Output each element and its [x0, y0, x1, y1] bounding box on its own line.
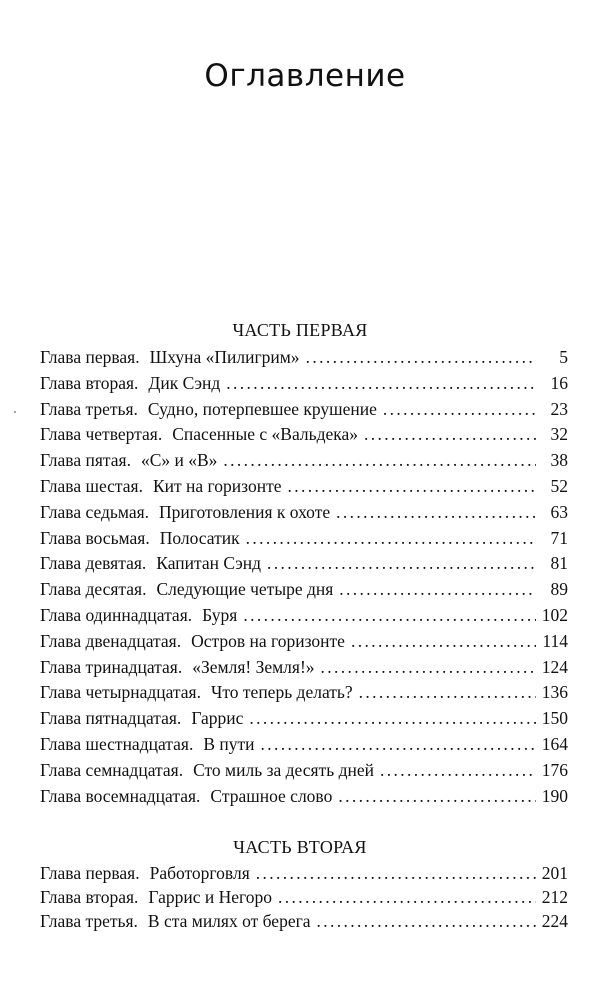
page-number: 23	[550, 398, 568, 419]
toc-entry-text	[40, 657, 315, 678]
chapter-title: Спасенные с «Вальдека»	[172, 424, 359, 445]
dot-leader	[351, 631, 536, 652]
toc-entry	[40, 887, 568, 911]
toc-entry-text	[40, 760, 374, 781]
page-number: 71	[550, 527, 568, 548]
chapter-number: Глава вторая.	[40, 372, 139, 393]
page-number: 114	[542, 630, 568, 651]
page-number: 89	[550, 579, 568, 600]
chapter-title: Гаррис и Негоро	[148, 887, 273, 907]
dot-leader	[383, 399, 536, 420]
toc-entry	[40, 476, 568, 502]
toc-entry-text	[40, 347, 300, 368]
chapter-number: Глава восьмая.	[40, 527, 150, 548]
chapter-number: Глава тринадцатая.	[40, 656, 183, 677]
page-number: 38	[550, 450, 568, 471]
toc-entry	[40, 760, 568, 786]
toc-entry-text	[40, 863, 250, 884]
chapter-title: «С» и «В»	[140, 450, 218, 471]
page-number: 136	[541, 682, 568, 703]
toc-entry	[40, 528, 568, 554]
chapter-title: Буря	[202, 604, 238, 625]
page-number: 52	[550, 475, 568, 496]
dot-leader	[338, 786, 535, 807]
page-number: 32	[550, 424, 568, 445]
chapter-number: Глава вторая.	[40, 887, 139, 907]
part-one-toc	[40, 347, 568, 811]
chapter-number: Глава третья.	[40, 911, 138, 931]
page-number: 190	[541, 785, 568, 806]
chapter-number: Глава пятнадцатая.	[40, 708, 182, 729]
page-number: 150	[541, 708, 568, 729]
toc-entry	[40, 450, 568, 476]
chapter-number: Глава первая.	[40, 863, 140, 883]
chapter-title: Капитан Сэнд	[156, 553, 262, 574]
chapter-number: Глава первая.	[40, 347, 140, 367]
page-number: 176	[541, 759, 568, 780]
chapter-title: В пути	[203, 733, 255, 754]
toc-entry	[40, 631, 568, 657]
dot-leader	[246, 528, 536, 549]
page-number: 63	[550, 501, 568, 522]
page-number: 16	[550, 372, 568, 393]
toc-entry-text	[40, 682, 353, 703]
toc-entry	[40, 682, 568, 708]
chapter-number: Глава десятая.	[40, 579, 147, 600]
chapter-number: Глава шестая.	[40, 475, 143, 496]
chapter-title: Полосатик	[159, 527, 240, 548]
page-number: 102	[541, 604, 568, 625]
chapter-title: Остров на горизонте	[191, 630, 345, 651]
dot-leader	[267, 553, 536, 574]
toc-entry	[40, 863, 568, 887]
toc-entry	[40, 734, 568, 760]
dot-leader	[317, 911, 536, 932]
toc-entry	[40, 657, 568, 683]
dot-leader	[278, 887, 536, 908]
toc-entry	[40, 373, 568, 399]
toc-entry-text	[40, 887, 272, 908]
dot-leader	[223, 450, 536, 471]
toc-entry-text	[40, 734, 255, 755]
toc-entry-text	[40, 708, 243, 729]
toc-entry-text	[40, 528, 240, 549]
toc-entry-text	[40, 786, 332, 807]
toc-entry	[40, 553, 568, 579]
part-two-heading: ЧАСТЬ ВТОРАЯ	[233, 837, 367, 857]
page-number: 81	[550, 553, 568, 574]
toc-entry-text	[40, 579, 333, 600]
toc-entry-text	[40, 502, 330, 523]
page-number: 124	[541, 656, 568, 677]
toc-entry	[40, 347, 568, 373]
chapter-title: Работорговля	[149, 863, 250, 883]
part-two-toc	[40, 863, 568, 935]
toc-entry-text	[40, 911, 311, 932]
chapter-number: Глава девятая.	[40, 553, 147, 574]
dot-leader	[336, 502, 536, 523]
chapter-number: Глава четырнадцатая.	[40, 682, 201, 703]
toc-entry	[40, 786, 568, 812]
page-number: 212	[541, 887, 568, 907]
chapter-number: Глава шестнадцатая.	[40, 733, 194, 754]
chapter-title: Что теперь делать?	[210, 682, 353, 703]
dot-leader	[339, 579, 536, 600]
toc-entry-text	[40, 450, 217, 471]
dot-leader	[380, 760, 536, 781]
toc-entry	[40, 502, 568, 528]
toc-entry-text	[40, 605, 237, 626]
chapter-title: Приготовления к охоте	[159, 501, 331, 522]
chapter-number: Глава семнадцатая.	[40, 759, 184, 780]
print-speck	[14, 411, 16, 413]
dot-leader	[359, 682, 536, 703]
chapter-title: Сто миль за десять дней	[193, 759, 374, 780]
chapter-number: Глава восемнадцатая.	[40, 785, 201, 806]
dot-leader	[249, 708, 535, 729]
chapter-title: Гаррис	[191, 708, 244, 729]
chapter-number: Глава двенадцатая.	[40, 630, 182, 651]
chapter-title: Страшное слово	[210, 785, 333, 806]
part-one-heading: ЧАСТЬ ПЕРВАЯ	[232, 320, 368, 340]
toc-entry-text	[40, 424, 358, 445]
chapter-title: Шхуна «Пилигрим»	[149, 347, 300, 367]
chapter-number: Глава седьмая.	[40, 501, 150, 522]
page-number: 164	[541, 733, 568, 754]
toc-entry	[40, 399, 568, 425]
toc-entry-text	[40, 399, 377, 420]
chapter-title: Дик Сэнд	[148, 372, 221, 393]
dot-leader	[261, 734, 536, 755]
dot-leader	[226, 373, 536, 394]
chapter-title: «Земля! Земля!»	[192, 656, 315, 677]
toc-entry	[40, 424, 568, 450]
chapter-number: Глава пятая.	[40, 450, 131, 471]
chapter-number: Глава четвертая.	[40, 424, 163, 445]
dot-leader	[321, 657, 536, 678]
page-number: 5	[559, 347, 568, 367]
toc-entry	[40, 579, 568, 605]
toc-entry-text	[40, 476, 282, 497]
dot-leader	[243, 605, 535, 626]
chapter-number: Глава третья.	[40, 398, 138, 419]
page-number: 224	[541, 911, 568, 931]
chapter-title: Судно, потерпевшее крушение	[147, 398, 377, 419]
page-number: 201	[541, 863, 568, 883]
chapter-number: Глава одиннадцатая.	[40, 604, 193, 625]
dot-leader	[306, 347, 536, 368]
dot-leader	[256, 863, 536, 884]
chapter-title: Следующие четыре дня	[156, 579, 334, 600]
dot-leader	[364, 424, 536, 445]
toc-entry	[40, 708, 568, 734]
toc-entry	[40, 605, 568, 631]
toc-entry	[40, 911, 568, 935]
page-title: Оглавление	[204, 58, 406, 94]
chapter-title: В ста милях от берега	[147, 911, 311, 931]
toc-entry-text	[40, 373, 220, 394]
toc-entry-text	[40, 553, 261, 574]
toc-entry-text	[40, 631, 345, 652]
dot-leader	[288, 476, 537, 497]
chapter-title: Кит на горизонте	[152, 475, 282, 496]
